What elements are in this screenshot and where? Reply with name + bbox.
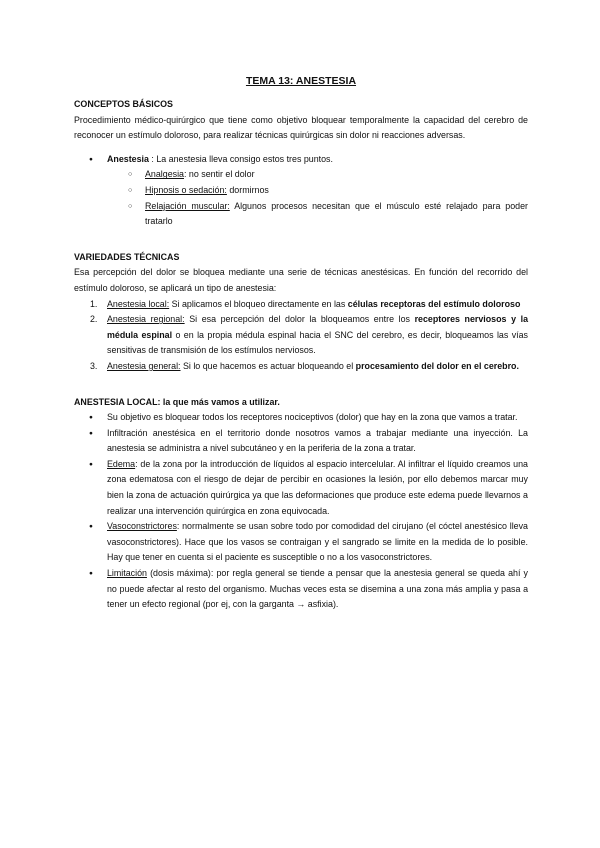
point-text: : no sentir el dolor xyxy=(183,169,255,180)
variedades-intro: Esa percepción del dolor se bloquea mediante una serie de técnicas anestésicas. En función del recorrido del estímulo doloroso, se aplicará un tipo de anestesia: xyxy=(74,267,528,293)
list-item xyxy=(74,167,528,183)
conceptos-intro: Procedimiento médico-quirúrgico que tiene como objetivo bloquear temporalmente la capacidad del cerebro de reconocer un estímulo doloroso, para realizar técnicas quirúrgicas sin dolor ni reacciones adversas. xyxy=(74,114,528,141)
list-item xyxy=(74,410,528,426)
list-item xyxy=(74,312,528,359)
item-bold: células receptoras del estímulo doloroso xyxy=(347,298,521,309)
item-text: Si esa percepción del dolor la bloqueamos entre los xyxy=(184,314,415,325)
conceptos-list xyxy=(74,152,528,230)
list-item xyxy=(74,426,528,457)
item-text: o en la propia médula espinal hacia el SNC del cerebro, es decir, bloqueamos las vías sensitivas de transmisión de los estímulos nerviosos. xyxy=(107,329,528,356)
document-page xyxy=(74,74,528,613)
item-number: 1. xyxy=(90,298,98,309)
item-text: Infiltración anestésica en el territorio donde nosotros vamos a trabajar mediante una inyección. La anestesia se administra a nivel subcutáneo y en la periferia de la zona a tratar. xyxy=(107,427,528,454)
list-item xyxy=(74,519,528,566)
section-heading-variedades: VARIEDADES TÉCNICAS xyxy=(74,251,180,262)
item-text: Si aplicamos el bloqueo directamente en las xyxy=(169,298,348,309)
point-text: dormirnos xyxy=(226,184,269,195)
item-term: Edema xyxy=(107,458,136,469)
item-term: Vasoconstrictores xyxy=(107,521,177,532)
item-term: Anestesia regional: xyxy=(107,314,185,325)
item-term: Limitación xyxy=(107,568,147,579)
point-term: Analgesia xyxy=(145,169,184,180)
point-term: Relajación muscular: xyxy=(145,200,230,211)
list-item xyxy=(74,297,528,313)
list-item xyxy=(74,566,528,613)
list-item xyxy=(74,152,528,230)
list-item xyxy=(74,359,528,375)
list-item xyxy=(74,199,528,230)
anestesia-points xyxy=(74,167,528,229)
local-list xyxy=(74,410,528,613)
item-text: Si lo que hacemos es actuar bloqueando el xyxy=(180,360,356,371)
item-term: Anestesia general: xyxy=(107,360,181,371)
variedades-list xyxy=(74,297,528,375)
list-item xyxy=(74,183,528,199)
anestesia-text: : La anestesia lleva consigo estos tres puntos. xyxy=(148,153,333,164)
section-heading-conceptos: CONCEPTOS BÁSICOS xyxy=(74,99,173,109)
item-text: (dosis máxima): por regla general se tiende a pensar que la anestesia general se queda ahí y no puede afectar al resto del organismo. Muchas veces esta se disemina a una zona más amplia y pasa a tener un efecto regional (por ej, con la garganta → asfixia). xyxy=(107,568,528,610)
anestesia-label: Anestesia xyxy=(107,153,149,164)
item-bold: receptores nerviosos y la médula espinal xyxy=(107,314,528,340)
item-number: 3. xyxy=(90,360,98,371)
item-bold: procesamiento del dolor en el cerebro. xyxy=(355,360,519,371)
page-title: TEMA 13: ANESTESIA xyxy=(245,75,357,87)
item-number: 2. xyxy=(90,314,98,325)
item-term: Anestesia local: xyxy=(107,298,170,309)
point-term: Hipnosis o sedación: xyxy=(145,184,227,195)
point-text: Algunos procesos necesitan que el músculo esté relajado para poder tratarlo xyxy=(145,200,528,227)
item-text: : normalmente se usan sobre todo por comodidad del cirujano (el cóctel anestésico lleva vasoconstrictores). Hace que los vasos se contraigan y el sangrado se limite en la medida de lo posible. Hay que tener en cuenta si el paciente es susceptible o no a los vasoconstrictores. xyxy=(107,521,528,563)
section-heading-local: ANESTESIA LOCAL: la que más vamos a utilizar. xyxy=(74,396,280,407)
item-text: : de la zona por la introducción de líquidos al espacio intercelular. Al infiltrar el líquido creamos una zona edematosa con el riesgo de dejar de percibir en ocasiones la lesión, por ello debemos marcar muy bien la zona de actuación quirúrgica ya que las deformaciones que produce este edema puede llevarnos a realizar una intervención quirúrgica en zona equivocada. xyxy=(107,458,528,516)
item-text: Su objetivo es bloquear todos los receptores nociceptivos (dolor) que hay en la zona que vamos a tratar. xyxy=(107,412,518,423)
list-item xyxy=(74,457,528,519)
